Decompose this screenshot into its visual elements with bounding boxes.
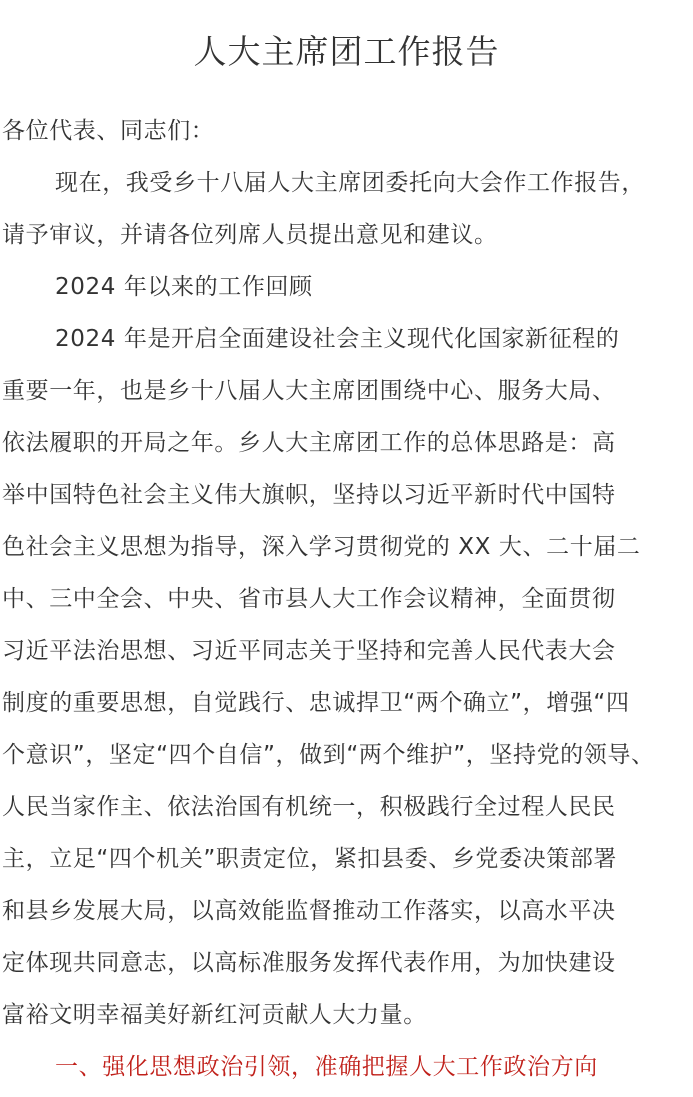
paragraph-line: 富裕文明幸福美好新红河贡献人大力量。 xyxy=(2,1002,427,1028)
paragraph-line: 个意识”，坚定“四个自信”，做到“两个维护”，坚持党的领导、 xyxy=(2,742,655,768)
salutation: 各位代表、同志们： xyxy=(2,118,215,144)
paragraph-line: 主，立足“四个机关”职责定位，紧扣县委、乡党委决策部署 xyxy=(2,846,618,872)
subheading-review: 2024 年以来的工作回顾 xyxy=(55,274,313,300)
paragraph-line: 依法履职的开局之年。乡人大主席团工作的总体思路是：高 xyxy=(2,430,616,456)
paragraph-line: 重要一年，也是乡十八届人大主席团围绕中心、服务大局、 xyxy=(2,378,616,404)
paragraph-line: 现在，我受乡十八届人大主席团委托向大会作工作报告， xyxy=(55,170,645,196)
paragraph-line: 请予审议，并请各位列席人员提出意见和建议。 xyxy=(2,222,498,248)
paragraph-line: 人民当家作主、依法治国有机统一，积极践行全过程人民民 xyxy=(2,794,616,820)
paragraph-line: 和县乡发展大局，以高效能监督推动工作落实，以高水平决 xyxy=(2,898,616,924)
paragraph-line: 色社会主义思想为指导，深入学习贯彻党的 XX 大、二十届二 xyxy=(2,534,641,560)
paragraph-line: 2024 年是开启全面建设社会主义现代化国家新征程的 xyxy=(55,326,620,352)
paragraph-line: 中、三中全会、中央、省市县人大工作会议精神，全面贯彻 xyxy=(2,586,616,612)
paragraph-line: 定体现共同意志，以高标准服务发挥代表作用，为加快建设 xyxy=(2,950,616,976)
document-title: 人大主席团工作报告 xyxy=(193,32,500,71)
paragraph-line: 举中国特色社会主义伟大旗帜，坚持以习近平新时代中国特 xyxy=(2,482,616,508)
paragraph-line: 习近平法治思想、习近平同志关于坚持和完善人民代表大会 xyxy=(2,638,616,664)
paragraph-line: 制度的重要思想，自觉践行、忠诚捍卫“两个确立”，增强“四 xyxy=(2,690,630,716)
section-heading: 一、强化思想政治引领，准确把握人大工作政治方向 xyxy=(55,1054,598,1080)
